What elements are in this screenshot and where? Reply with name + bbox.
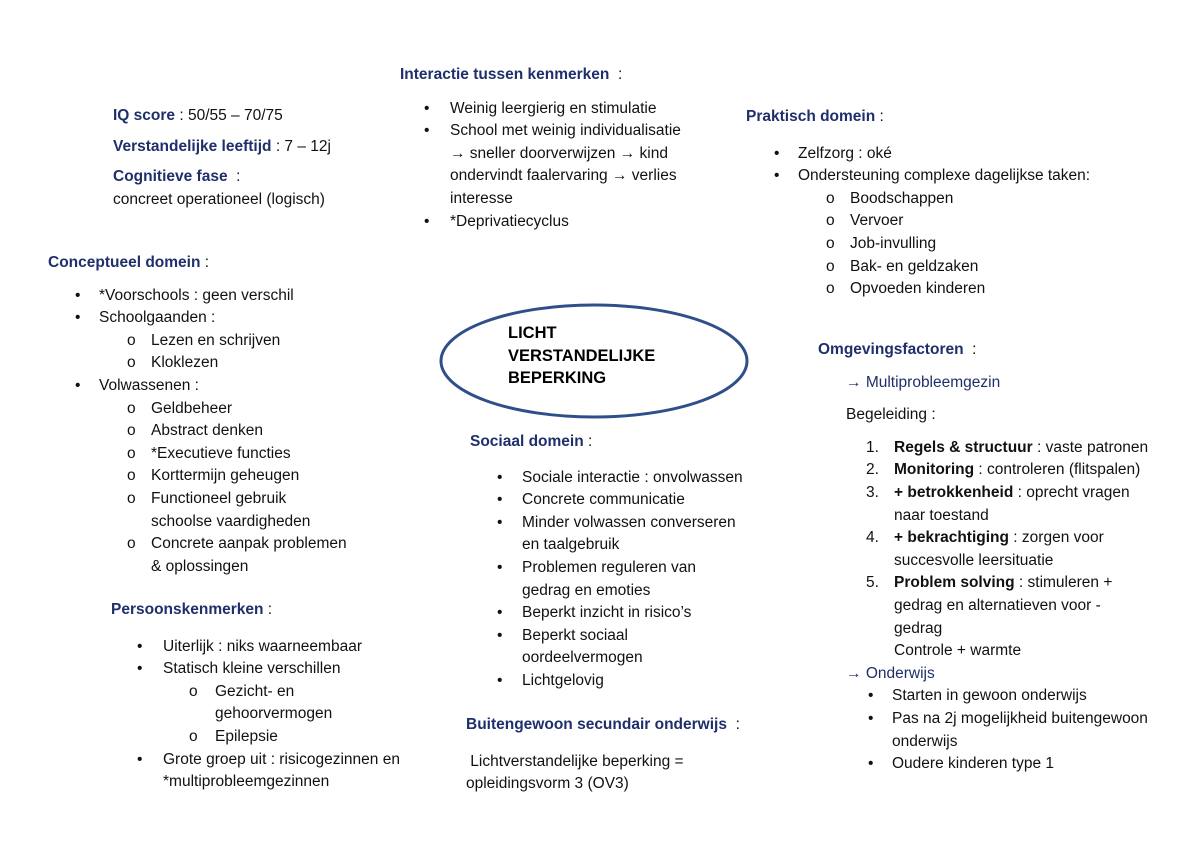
- conceptueel-title: Conceptueel domein: [48, 254, 201, 271]
- center-title-line-3: BEPERKING: [508, 369, 607, 387]
- list-item-text: *Deprivatiecyclus: [450, 212, 569, 230]
- omgeving-title: Omgevingsfactoren: [818, 341, 964, 358]
- bullet-icon: •: [497, 513, 503, 531]
- persoons-list: [137, 636, 400, 794]
- list-item: [75, 420, 347, 443]
- interactie-colon: :: [609, 66, 623, 83]
- buitengewoon-line-1: Lichtverstandelijke beperking =: [466, 752, 684, 770]
- bullet-icon: •: [497, 558, 503, 576]
- iq-block: [113, 105, 331, 211]
- bullet-icon: •: [75, 376, 81, 394]
- circle-bullet-icon: o: [826, 234, 835, 252]
- iq-score-value: : 50/55 – 70/75: [175, 107, 283, 124]
- circle-bullet-icon: o: [127, 354, 136, 372]
- list-item: [137, 658, 400, 681]
- circle-bullet-icon: o: [127, 422, 136, 440]
- list-item-text: Functioneel gebruik: [151, 489, 287, 507]
- list-item: [75, 398, 347, 421]
- numbered-item: [866, 527, 1148, 550]
- list-item-text: Ondersteuning complexe dagelijkse taken:: [798, 167, 1091, 185]
- persoons-title: Persoonskenmerken: [111, 601, 264, 618]
- list-item-text: Beperkt inzicht in risico’s: [522, 604, 692, 622]
- sociaal-heading: [470, 431, 743, 454]
- begeleiding-label: Begeleiding :: [846, 406, 936, 424]
- item-number: 2.: [866, 461, 879, 479]
- list-item-text: Zelfzorg : oké: [798, 144, 892, 162]
- list-item-text: Gezicht- en: [215, 682, 295, 700]
- numbered-item: [866, 459, 1148, 482]
- list-item: [774, 278, 1090, 301]
- bullet-icon: •: [75, 309, 81, 327]
- list-item-text: → sneller doorverwijzen → kind: [450, 144, 668, 162]
- circle-bullet-icon: o: [189, 727, 198, 745]
- list-item: [497, 467, 743, 490]
- list-item: [137, 636, 400, 659]
- interactie-section: [400, 64, 681, 233]
- list-item: [774, 210, 1090, 233]
- persoons-colon: :: [263, 601, 273, 618]
- buitengewoon-title: Buitengewoon secundair onderwijs: [466, 716, 727, 733]
- list-item: [75, 533, 347, 556]
- numbered-item: [866, 482, 1148, 505]
- numbered-item-continuation: gedrag en alternatieven voor -: [894, 596, 1101, 614]
- sociaal-section: [470, 431, 743, 693]
- list-item-text: Epilepsie: [215, 727, 278, 745]
- mental-age-value: : 7 – 12j: [271, 137, 331, 155]
- sociaal-colon: :: [583, 433, 593, 450]
- list-item: [137, 749, 400, 772]
- list-item-text: Kloklezen: [151, 354, 219, 372]
- list-item-text: interesse: [450, 189, 513, 207]
- list-item: [75, 285, 347, 308]
- list-item-text: schoolse vaardigheden: [151, 512, 311, 530]
- item-bold-label: + bekrachtiging: [894, 529, 1009, 547]
- list-item: [424, 211, 681, 234]
- praktisch-title: Praktisch domein: [746, 108, 876, 125]
- bullet-icon: •: [868, 755, 874, 773]
- mental-age-label: Verstandelijke leeftijd: [113, 137, 272, 155]
- bullet-icon: •: [137, 750, 143, 768]
- multiprobleem-label: Multiprobleemgezin: [865, 373, 1001, 391]
- item-number: 3.: [866, 483, 879, 501]
- circle-bullet-icon: o: [127, 399, 136, 417]
- item-rest: : oprecht vragen: [1013, 483, 1130, 501]
- list-item-text: Concrete aanpak problemen: [151, 535, 347, 553]
- bullet-icon: •: [137, 660, 143, 678]
- list-item-text: Abstract denken: [151, 422, 264, 440]
- omgeving-colon: :: [963, 341, 977, 358]
- list-item-text: Pas na 2j mogelijkheid buitengewoon: [892, 709, 1148, 727]
- iq-score-line: [113, 105, 331, 128]
- list-item: [868, 731, 1148, 754]
- list-item-text: Problemen reguleren van: [522, 558, 697, 576]
- list-item-text: gehoorvermogen: [215, 705, 333, 723]
- list-item: [497, 489, 743, 512]
- list-item: [497, 580, 743, 603]
- onderwijs-label: Onderwijs: [865, 664, 935, 682]
- list-item-text: Job-invulling: [850, 234, 937, 252]
- bullet-icon: •: [868, 687, 874, 705]
- list-item-text: Uiterlijk : niks waarneembaar: [163, 637, 362, 655]
- list-item: [137, 726, 400, 749]
- circle-bullet-icon: o: [127, 467, 136, 485]
- list-item-text: Starten in gewoon onderwijs: [892, 687, 1087, 705]
- interactie-heading: [400, 64, 681, 87]
- item-bold-label: Problem solving: [894, 574, 1015, 592]
- item-bold-label: Monitoring: [894, 461, 975, 479]
- item-number: 1.: [866, 438, 879, 456]
- list-item: [424, 143, 681, 166]
- list-item-text: Schoolgaanden :: [99, 309, 216, 327]
- numbered-item-continuation: gedrag: [894, 619, 943, 637]
- list-item: [774, 165, 1090, 188]
- interactie-title: Interactie tussen kenmerken: [400, 66, 610, 83]
- bullet-icon: •: [424, 99, 430, 117]
- item-number: 5.: [866, 574, 879, 592]
- conceptueel-heading: [48, 252, 347, 275]
- bullet-icon: •: [75, 286, 81, 304]
- list-item-text: Lezen en schrijven: [151, 331, 281, 349]
- list-item-text: Korttermijn geheugen: [151, 467, 300, 485]
- list-item-text: Bak- en geldzaken: [850, 257, 979, 275]
- list-item-text: gedrag en emoties: [522, 581, 651, 599]
- list-item: [75, 352, 347, 375]
- list-item-text: Geldbeheer: [151, 399, 233, 417]
- list-item: [424, 188, 681, 211]
- list-item: [497, 647, 743, 670]
- circle-bullet-icon: o: [826, 189, 835, 207]
- buitengewoon-line-2: opleidingsvorm 3 (OV3): [466, 775, 629, 793]
- item-rest: : stimuleren +: [1014, 574, 1113, 592]
- center-title: [508, 322, 655, 390]
- bullet-icon: •: [137, 637, 143, 655]
- circle-bullet-icon: o: [826, 257, 835, 275]
- list-item-text: School met weinig individualisatie: [450, 122, 681, 140]
- item-number: 4.: [866, 529, 879, 547]
- multiprobleem-line: [846, 372, 1148, 395]
- item-rest: : controleren (flitspalen): [974, 461, 1141, 479]
- praktisch-colon: :: [875, 108, 884, 125]
- arrow-right-icon: →: [846, 664, 862, 682]
- praktisch-heading: [746, 106, 1090, 129]
- buitengewoon-section: [466, 714, 740, 796]
- cognitive-phase-colon: :: [227, 168, 241, 186]
- numbered-item-continuation: naar toestand: [894, 506, 989, 524]
- numbered-item: [866, 572, 1148, 595]
- numbered-item-continuation: succesvolle leersituatie: [894, 551, 1054, 569]
- list-item: [497, 557, 743, 580]
- list-item-text: Boodschappen: [850, 189, 954, 207]
- list-item-text: Sociale interactie : onvolwassen: [522, 468, 743, 486]
- list-item-text: Vervoer: [850, 212, 904, 230]
- circle-bullet-icon: o: [127, 489, 136, 507]
- list-item: [497, 512, 743, 535]
- item-bold-label: Regels & structuur: [894, 438, 1033, 456]
- list-item: [137, 771, 400, 794]
- list-item: [497, 534, 743, 557]
- omgeving-section: [818, 339, 1148, 776]
- list-item: [497, 625, 743, 648]
- iq-score-label: IQ score: [113, 107, 176, 124]
- numbered-item: [866, 437, 1148, 460]
- conceptueel-section: [48, 252, 347, 578]
- bullet-icon: •: [774, 144, 780, 162]
- circle-bullet-icon: o: [826, 212, 835, 230]
- list-item-text: *Voorschools : geen verschil: [99, 286, 294, 304]
- list-item: [75, 307, 347, 330]
- list-item-text: Lichtgelovig: [522, 671, 604, 689]
- list-item: [774, 188, 1090, 211]
- list-item-text: Volwassenen :: [99, 376, 199, 394]
- conceptueel-list: [75, 285, 347, 579]
- list-item: [868, 708, 1148, 731]
- circle-bullet-icon: o: [127, 331, 136, 349]
- bullet-icon: •: [497, 626, 503, 644]
- list-item-text: ondervindt faalervaring → verlies: [450, 167, 677, 185]
- list-item: [774, 143, 1090, 166]
- sociaal-list: [497, 467, 743, 693]
- onderwijs-list: [868, 685, 1148, 775]
- cognitive-phase-label: Cognitieve fase: [113, 168, 228, 186]
- bullet-icon: •: [424, 212, 430, 230]
- list-item-text: Minder volwassen converseren: [522, 513, 736, 531]
- list-item-text: *multiprobleemgezinnen: [163, 773, 330, 791]
- bullet-icon: •: [497, 671, 503, 689]
- list-item: [424, 120, 681, 143]
- sociaal-title: Sociaal domein: [470, 433, 584, 450]
- list-item: [868, 685, 1148, 708]
- list-item: [497, 602, 743, 625]
- mental-age-line: [113, 136, 331, 159]
- cognitive-phase-value: concreet operationeel (logisch): [113, 190, 325, 208]
- interactie-list: [424, 98, 681, 234]
- list-item: [774, 233, 1090, 256]
- circle-bullet-icon: o: [826, 280, 835, 298]
- praktisch-section: [746, 106, 1090, 301]
- list-item: [75, 330, 347, 353]
- list-item: [137, 681, 400, 704]
- list-item-text: Beperkt sociaal: [522, 626, 628, 644]
- item-rest: : zorgen voor: [1009, 529, 1104, 547]
- bullet-icon: •: [497, 468, 503, 486]
- center-title-line-1: LICHT: [508, 324, 557, 342]
- onderwijs-line: [846, 663, 1148, 686]
- list-item: [75, 556, 347, 579]
- list-item: [75, 488, 347, 511]
- list-item-text: Weinig leergierig en stimulatie: [450, 99, 657, 117]
- list-item-text: onderwijs: [892, 732, 958, 750]
- list-item-text: *Executieve functies: [151, 444, 291, 462]
- list-item: [75, 511, 347, 534]
- list-item: [868, 753, 1148, 776]
- arrow-right-icon: →: [846, 373, 862, 391]
- list-item-text: en taalgebruik: [522, 536, 620, 554]
- list-item: [75, 375, 347, 398]
- list-item: [424, 98, 681, 121]
- conceptueel-colon: :: [200, 254, 210, 271]
- persoons-section: [111, 599, 400, 794]
- list-item: [137, 703, 400, 726]
- persoons-heading: [111, 599, 400, 622]
- circle-bullet-icon: o: [127, 535, 136, 553]
- circle-bullet-icon: o: [127, 444, 136, 462]
- list-item-text: Oudere kinderen type 1: [892, 755, 1054, 773]
- numbered-item-continuation: Controle + warmte: [894, 642, 1022, 660]
- list-item-text: Grote groep uit : risicogezinnen en: [163, 750, 400, 768]
- list-item: [497, 670, 743, 693]
- bullet-icon: •: [774, 167, 780, 185]
- cognitive-phase-line: [113, 166, 331, 189]
- buitengewoon-colon: :: [726, 716, 740, 733]
- list-item-text: Concrete communicatie: [522, 491, 685, 509]
- item-rest: : vaste patronen: [1032, 438, 1149, 456]
- begeleiding-list: [866, 437, 1148, 663]
- list-item: [75, 443, 347, 466]
- circle-bullet-icon: o: [189, 682, 198, 700]
- bullet-icon: •: [497, 604, 503, 622]
- list-item-text: Opvoeden kinderen: [850, 280, 986, 298]
- omgeving-heading: [818, 339, 1148, 362]
- center-title-line-2: VERSTANDELIJKE: [508, 346, 656, 365]
- praktisch-list: [774, 143, 1090, 301]
- bullet-icon: •: [868, 709, 874, 727]
- list-item: [75, 465, 347, 488]
- list-item: [774, 256, 1090, 279]
- list-item-text: Statisch kleine verschillen: [163, 660, 341, 678]
- bullet-icon: •: [424, 122, 430, 140]
- bullet-icon: •: [497, 491, 503, 509]
- list-item-text: oordeelvermogen: [522, 649, 643, 667]
- list-item-text: & oplossingen: [151, 557, 249, 575]
- list-item: [424, 165, 681, 188]
- buitengewoon-heading: [466, 714, 740, 737]
- item-bold-label: + betrokkenheid: [894, 483, 1014, 501]
